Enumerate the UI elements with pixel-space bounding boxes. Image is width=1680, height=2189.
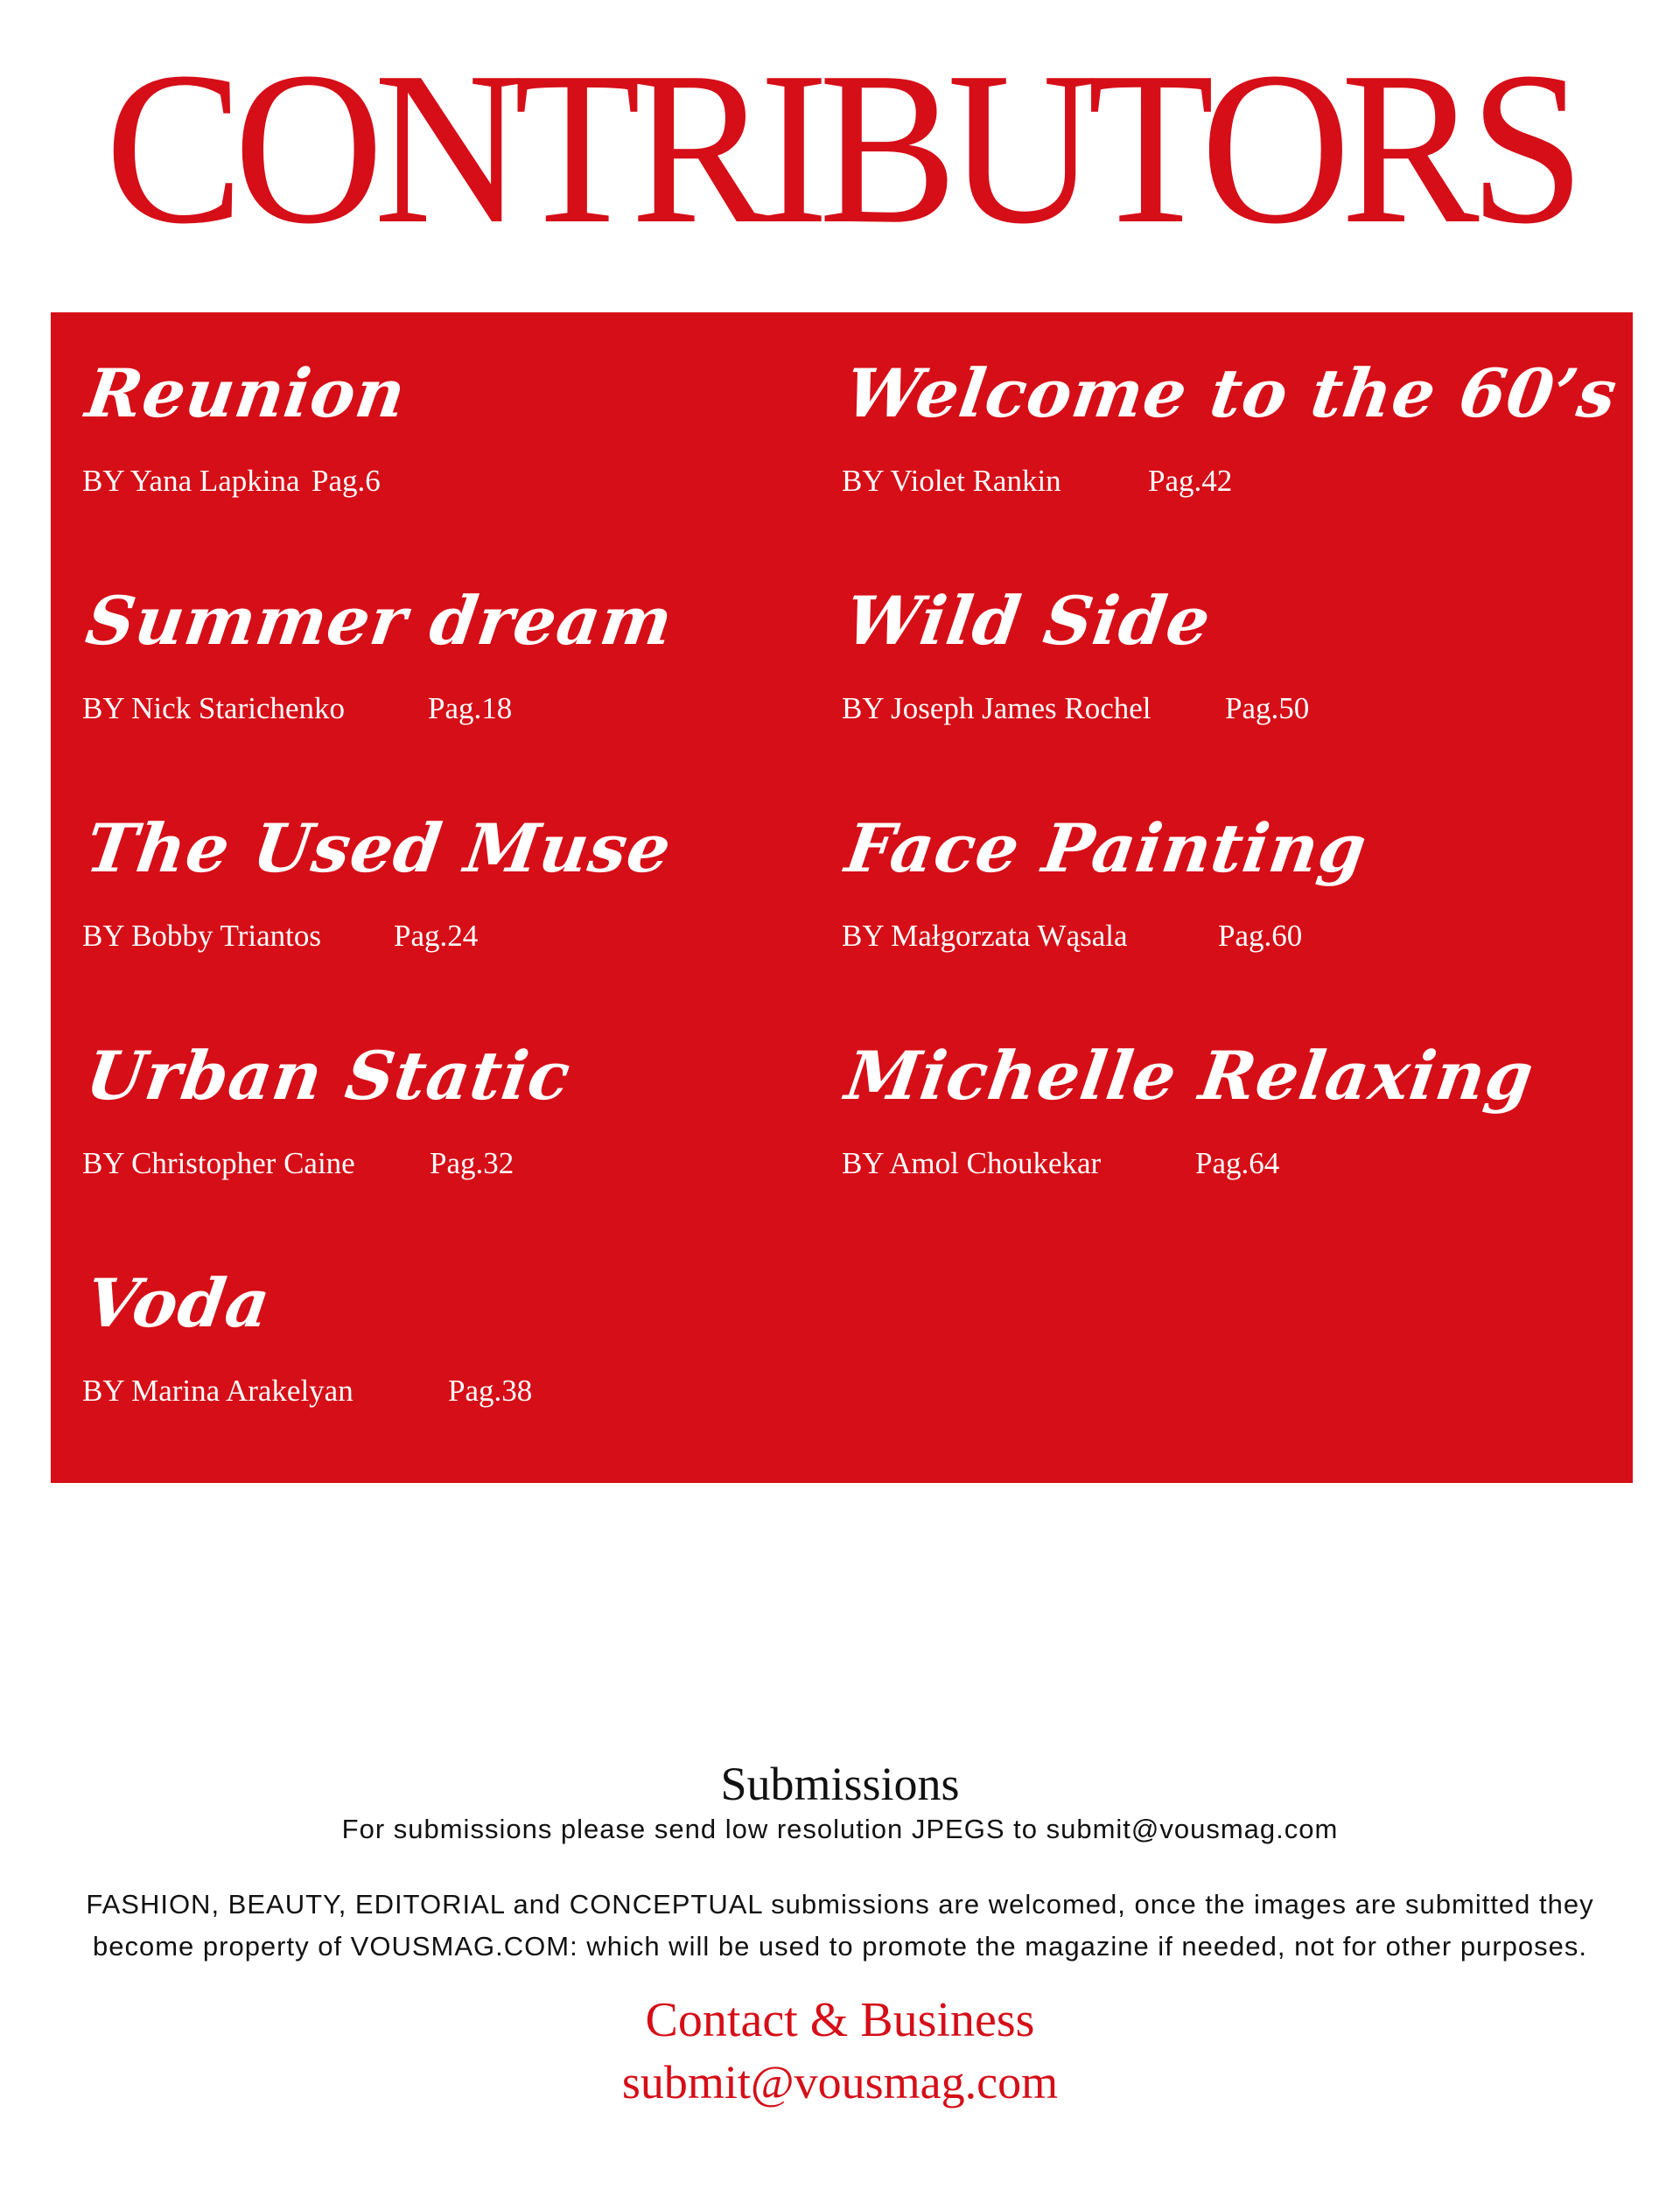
contributor-entry <box>81 1037 576 1181</box>
story-author: BY Christopher Caine <box>82 1146 355 1180</box>
story-title: Summer dream <box>81 582 678 660</box>
contributor-entry <box>841 582 1310 726</box>
story-author: BY Marina Arakelyan <box>82 1374 354 1408</box>
submissions-instructions: For submissions please send low resolution JPEGS to submit@vousmag.com <box>341 1814 1339 1845</box>
story-title: Michelle Relaxing <box>841 1037 1539 1115</box>
story-page[interactable]: Pag.64 <box>1195 1146 1280 1180</box>
story-page[interactable]: Pag.38 <box>448 1374 533 1408</box>
story-author: BY Amol Choukekar <box>842 1146 1102 1180</box>
story-page[interactable]: Pag.32 <box>430 1146 514 1180</box>
story-author: BY Violet Rankin <box>842 464 1061 498</box>
story-page[interactable]: Pag.6 <box>312 464 381 498</box>
contributors-panel <box>51 312 1633 1483</box>
submissions-heading: Submissions <box>720 1758 960 1810</box>
story-page[interactable]: Pag.24 <box>394 919 479 953</box>
submissions-section <box>0 1759 1680 2109</box>
story-page[interactable]: Pag.18 <box>428 691 513 725</box>
story-title: Welcome to the 60’s <box>841 354 1622 432</box>
story-page[interactable]: Pag.42 <box>1148 464 1233 498</box>
story-title: Voda <box>81 1264 276 1342</box>
story-title: Reunion <box>81 354 411 432</box>
story-title: Urban Static <box>81 1037 576 1115</box>
contributor-entry <box>81 582 678 726</box>
submissions-terms: FASHION, BEAUTY, EDITORIAL and CONCEPTUAL submissions are welcomed, once the images are submitted they become property of VOUSMAG.COM: which will be used to promote the magazine if needed, not for other purposes. <box>86 1889 1594 1962</box>
contact-heading: Contact & Business <box>645 1993 1035 2048</box>
contributor-entry <box>81 809 676 954</box>
story-author: BY Joseph James Rochel <box>842 691 1152 725</box>
contributor-entry <box>81 354 411 499</box>
contact-email-link[interactable]: submit@vousmag.com <box>621 2055 1059 2109</box>
page-title: CONTRIBUTORS <box>105 27 1575 269</box>
story-author: BY Yana Lapkina <box>82 464 300 498</box>
story-title: Face Painting <box>841 809 1372 887</box>
contributor-entry <box>841 354 1622 499</box>
story-title: Wild Side <box>841 582 1216 660</box>
contributor-entry <box>841 1037 1539 1181</box>
contributor-entry <box>81 1264 533 1409</box>
story-author: BY Bobby Triantos <box>82 919 321 953</box>
story-page[interactable]: Pag.60 <box>1218 919 1303 953</box>
story-page[interactable]: Pag.50 <box>1225 691 1310 725</box>
story-author: BY Małgorzata Wąsala <box>842 919 1128 953</box>
story-title: The Used Muse <box>81 809 676 887</box>
contributor-entry <box>841 809 1372 954</box>
story-author: BY Nick Starichenko <box>82 691 346 725</box>
